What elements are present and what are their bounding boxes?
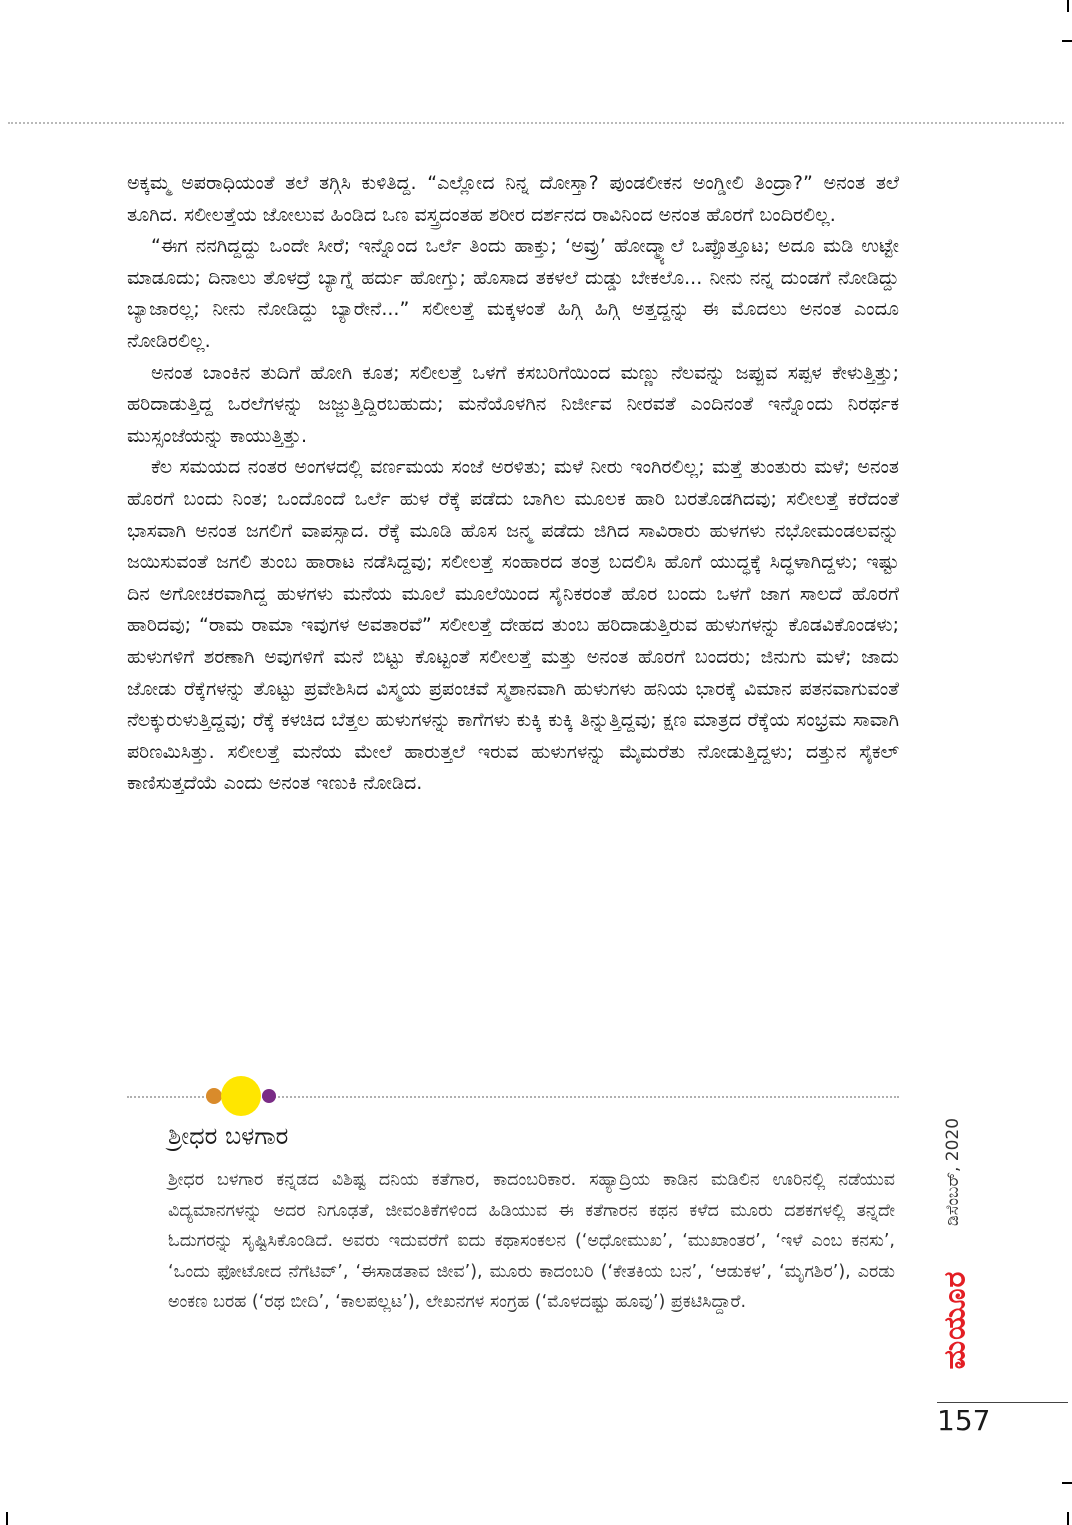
author-name: ಶ್ರೀಧರ ಬಳಗಾರ <box>168 1122 289 1150</box>
crop-mark <box>1062 1482 1072 1484</box>
author-bio: ಶ್ರೀಧರ ಬಳಗಾರ ಕನ್ನಡದ ವಿಶಿಷ್ಟ ದನಿಯ ಕತೆಗಾರ, ಕಾದಂಬರಿಕಾರ. ಸಹ್ಯಾದ್ರಿಯ ಕಾಡಿನ ಮಡಿಲಿನ ಊರಿನಲ್ಲಿ ನಡೆಯುವ ವಿದ್ಯಮಾನಗಳನ್ನು ಅದರ ನಿಗೂಢತೆ, ಜೀವಂತಿಕೆಗಳಿಂದ ಹಿಡಿಯುವ ಈ ಕತೆಗಾರನ ಕಥನ ಕಳೆದ ಮೂರು ದಶಕಗಳಲ್ಲಿ ತನ್ನದೇ ಓದುಗರನ್ನು ಸೃಷ್ಟಿಸಿಕೊಂಡಿದೆ. ಅವರು ಇದುವರೆಗೆ ಐದು ಕಥಾಸಂಕಲನ (‘ಅಧೋಮುಖ’, ‘ಮುಖಾಂತರ’, ‘ಇಳೆ ಎಂಬ ಕನಸು’, ‘ಒಂದು ಫೋಟೋದ ನೆಗೆಟಿವ್’, ‘ಈಸಾಡತಾವ ಜೀವ’), ಮೂರು ಕಾದಂಬರಿ (‘ಕೇತಕಿಯ ಬನ’, ‘ಆಡುಕಳ’, ‘ಮೃಗಶಿರ’), ಎರಡು ಅಂಕಣ ಬರಹ (‘ರಥ ಬೀದಿ’, ‘ಕಾಲಪಲ್ಲಟ’), ಲೇಖನಗಳ ಸಂಗ್ರಹ (‘ಮೊಳದಷ್ಟು ಹೂವು’) ಪ್ರಕಟಿಸಿದ್ದಾರೆ. <box>168 1170 895 1313</box>
story-paragraph: ಅಕ್ಕಮ್ಮ ಅಪರಾಧಿಯಂತೆ ತಲೆ ತಗ್ಗಿಸಿ ಕುಳಿತಿದ್ದ. “ಎಲ್ಲೋದ ನಿನ್ನ ದೋಸ್ತಾ? ಪುಂಡಲೀಕನ ಅಂಗ್ಡೀಲಿ ತಿಂದ್ರಾ?” ಅನಂತ ತಲೆ ತೂಗಿದ. ಸಲೀಲತ್ತೆಯ ಜೋಲುವ ಹಿಂಡಿದ ಒಣ ವಸ್ತ್ರದಂತಹ ಶರೀರ ದರ್ಶನದ ರಾವಿನಿಂದ ಅನಂತ ಹೊರಗೆ ಬಂದಿರಲಿಲ್ಲ. <box>127 172 899 226</box>
story-paragraph: ಕೆಲ ಸಮಯದ ನಂತರ ಅಂಗಳದಲ್ಲಿ ವರ್ಣಮಯ ಸಂಜೆ ಅರಳಿತು; ಮಳೆ ನೀರು ಇಂಗಿರಲಿಲ್ಲ; ಮತ್ತೆ ತುಂತುರು ಮಳೆ; ಅನಂತ ಹೊರಗೆ ಬಂದು ನಿಂತ; ಒಂದೊಂದೆ ಒರ್ಲೆ ಹುಳ ರೆಕ್ಕೆ ಪಡೆದು ಬಾಗಿಲ ಮೂಲಕ ಹಾರಿ ಬರತೊಡಗಿದವು; ಸಲೀಲತ್ತೆ ಕರೆದಂತೆ ಭಾಸವಾಗಿ ಅನಂತ ಜಗಲಿಗೆ ವಾಪಸ್ಸಾದ. ರೆಕ್ಕೆ ಮೂಡಿ ಹೊಸ ಜನ್ಮ ಪಡೆದು ಜಿಗಿದ ಸಾವಿರಾರು ಹುಳಗಳು ನಭೋಮಂಡಲವನ್ನು ಜಯಿಸುವಂತೆ ಜಗಲಿ ತುಂಬ ಹಾರಾಟ ನಡೆಸಿದ್ದವು; ಸಲೀಲತ್ತೆ ಸಂಹಾರದ ತಂತ್ರ ಬದಲಿಸಿ ಹೊಗೆ ಯುದ್ಧಕ್ಕೆ ಸಿದ್ಧಳಾಗಿದ್ದಳು; ಇಷ್ಟು ದಿನ ಅಗೋಚರವಾಗಿದ್ದ ಹುಳಗಳು ಮನೆಯ ಮೂಲೆ ಮೂಲೆಯಿಂದ ಸೈನಿಕರಂತೆ ಹೊರ ಬಂದು ಒಳಗೆ ಜಾಗ ಸಾಲದೆ ಹೊರಗೆ ಹಾರಿದವು; “ರಾಮ ರಾಮಾ ಇವುಗಳ ಅವತಾರವೆ” ಸಲೀಲತ್ತೆ ದೇಹದ ತುಂಬ ಹರಿದಾಡುತ್ತಿರುವ ಹುಳುಗಳನ್ನು ಕೊಡವಿಕೊಂಡಳು; ಹುಳುಗಳಿಗೆ ಶರಣಾಗಿ ಅವುಗಳಿಗೆ ಮನೆ ಬಿಟ್ಟು ಕೊಟ್ಟಂತೆ ಸಲೀಲತ್ತೆ ಮತ್ತು ಅನಂತ ಹೊರಗೆ ಬಂದರು; ಜಿನುಗು ಮಳೆ; ಜಾದು ಜೋಡು ರೆಕ್ಕೆಗಳನ್ನು ತೊಟ್ಟು ಪ್ರವೇಶಿಸಿದ ವಿಸ್ಮಯ ಪ್ರಪಂಚವೆ ಸ್ಮಶಾನವಾಗಿ ಹುಳುಗಳು ಹನಿಯ ಭಾರಕ್ಕೆ ವಿಮಾನ ಪತನವಾಗುವಂತೆ ನೆಲಕ್ಕುರುಳುತ್ತಿದ್ದವು; ರೆಕ್ಕೆ ಕಳಚಿದ ಬೆತ್ತಲ ಹುಳುಗಳನ್ನು ಕಾಗೆಗಳು ಕುಕ್ಕಿ ಕುಕ್ಕಿ ತಿನ್ನುತ್ತಿದ್ದವು; ಕ್ಷಣ ಮಾತ್ರದ ರೆಕ್ಕೆಯ ಸಂಭ್ರಮ ಸಾವಾಗಿ ಪರಿಣಮಿಸಿತ್ತು. ಸಲೀಲತ್ತೆ ಮನೆಯ ಮೇಲೆ ಹಾರುತ್ತಲೆ ಇರುವ ಹುಳುಗಳನ್ನು ಮೈಮರೆತು ನೋಡುತ್ತಿದ್ದಳು; ದತ್ತುನ ಸೈಕಲ್ ಕಾಣಿಸುತ್ತದೆಯೆ ಎಂದು ಅನಂತ ಇಣುಕಿ ನೋಡಿದ. <box>127 456 899 795</box>
crop-mark <box>1067 0 1069 12</box>
story-paragraph: ಅನಂತ ಬಾಂಕಿನ ತುದಿಗೆ ಹೋಗಿ ಕೂತ; ಸಲೀಲತ್ತೆ ಒಳಗೆ ಕಸಬರಿಗೆಯಿಂದ ಮಣ್ಣು ನೆಲವನ್ನು ಜಪ್ಪುವ ಸಪ್ಪಳ ಕೇಳುತ್ತಿತ್ತು; ಹರಿದಾಡುತ್ತಿದ್ದ ಒರಲೆಗಳನ್ನು ಜಜ್ಜುತ್ತಿದ್ದಿರಬಹುದು; ಮನೆಯೊಳಗಿನ ನಿರ್ಜೀವ ನೀರವತೆ ಎಂದಿನಂತೆ ಇನ್ನೊಂದು ನಿರರ್ಥಕ ಮುಸ್ಸಂಜೆಯನ್ನು ಕಾಯುತ್ತಿತ್ತು. <box>127 361 899 447</box>
crop-mark <box>6 1512 8 1525</box>
crop-mark <box>1067 1512 1069 1525</box>
magazine-name: ಮಯೂರ <box>937 1270 973 1370</box>
crop-mark <box>1062 40 1072 42</box>
issue-date: ಡಿಸೆಂಬರ್, 2020 <box>943 1117 963 1227</box>
story-body <box>127 168 899 800</box>
decorative-dot-yellow <box>221 1076 261 1116</box>
page-number: 157 <box>937 1404 991 1437</box>
page-number-rule <box>937 1402 1068 1403</box>
decorative-dot-orange <box>206 1088 222 1104</box>
story-paragraph: “ಈಗ ನನಗಿದ್ದದ್ದು ಒಂದೇ ಸೀರೆ; ಇನ್ನೊಂದ ಒರ್ಲೆ ತಿಂದು ಹಾಕ್ತು; ‘ಅವ್ರು’ ಹೋದ್ಮ್ಯಾಲೆ ಒಪ್ಪೊತ್ತೂಟ; ಅದೂ ಮಡಿ ಉಟ್ಟೇ ಮಾಡೂದು; ದಿನಾಲು ತೊಳದ್ರೆ ಬ್ಯಾಗ್ನೆ ಹರ್ದು ಹೋಗ್ತು; ಹೊಸಾದ ತಕಳಲೆ ದುಡ್ಡು ಬೇಕಲೊ... ನೀನು ನನ್ನ ದುಂಡಗೆ ನೋಡಿದ್ದು ಬ್ಯಾಜಾರಲ್ಲ; ನೀನು ನೋಡಿದ್ದು ಬ್ಯಾರೇನೆ...” ಸಲೀಲತ್ತೆ ಮಕ್ಕಳಂತೆ ಹಿಗ್ಗಿ ಹಿಗ್ಗಿ ಅತ್ತದ್ದನ್ನು ಈ ಮೊದಲು ಅನಂತ ಎಂದೂ ನೋಡಿರಲಿಲ್ಲ. <box>127 235 899 352</box>
header-divider <box>8 122 1064 124</box>
decorative-dot-purple <box>262 1089 276 1103</box>
